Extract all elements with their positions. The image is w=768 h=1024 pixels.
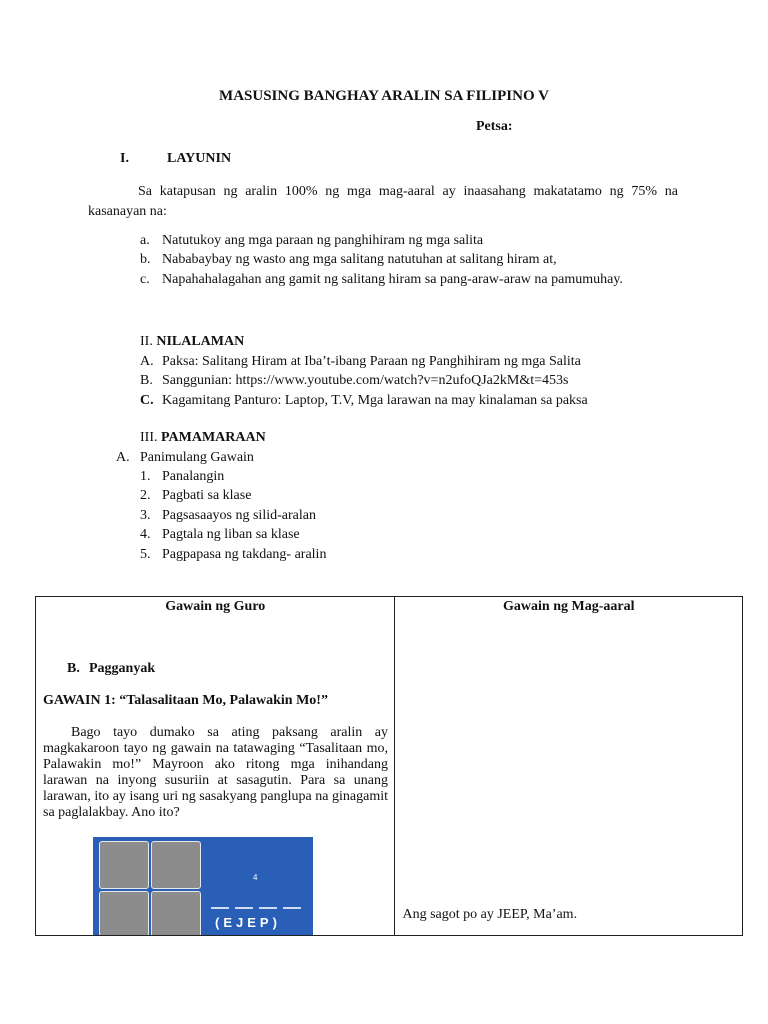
- image-number: 4: [253, 873, 258, 882]
- content-item: B. Sanggunian: https://www.youtube.com/watch?v=n2ufoQJa2kM&t=453s: [140, 373, 569, 388]
- objective-item: c. Napahahalagahan ang gamit ng salitang hiram sa pang-araw-araw na pamumuhay.: [140, 272, 623, 287]
- procedure-step: 3. Pagsasaayos ng silid-aralan: [140, 508, 316, 523]
- teacher-column: [36, 597, 395, 936]
- procedure-step: 1. Panalangin: [140, 469, 225, 484]
- section-3-heading: III. PAMAMARAAN: [140, 430, 266, 445]
- image-answer: (EJEP): [215, 915, 281, 930]
- activity-title: GAWAIN 1: “Talasalitaan Mo, Palawakin Mo!”: [43, 693, 328, 708]
- objectives-intro: [88, 182, 678, 222]
- student-column: [395, 597, 743, 936]
- teacher-paragraph: Bago tayo dumako sa ating paksang aralin ay magkakaroon tayo ng gawain na tatawaging “Tasalitaan mo, Palawakin mo!” Mayroon ako ritong mga inihandang larawan na inyong susuriin at sasagutin. Para sa unang larawan, ito ay isang uri ng sasakyang panglupa na ginagamit sa paglalakbay. Ano ito?: [43, 725, 388, 820]
- procedure-step: 2. Pagbati sa klase: [140, 488, 252, 503]
- motivation-heading: B. Pagganyak: [67, 661, 156, 676]
- date-label: Petsa:: [476, 119, 513, 134]
- objectives-intro-text: Sa katapusan ng aralin 100% ng mga mag-aaral ay inaasahang makatatamo ng 75% na kasanayan na:: [88, 184, 678, 219]
- student-answer: Ang sagot po ay JEEP, Ma’am.: [402, 907, 578, 922]
- activity-table: [35, 596, 743, 936]
- procedure-subheading: A. Panimulang Gawain: [116, 450, 254, 465]
- section-1-number: I.: [120, 151, 129, 166]
- section-1-heading: LAYUNIN: [167, 151, 232, 166]
- content-item: A. Paksa: Salitang Hiram at Iba’t-ibang Paraan ng Panghihiram ng mga Salita: [140, 354, 581, 369]
- objective-item: b. Nababaybay ng wasto ang mga salitang natutuhan at salitang hiram at,: [140, 252, 557, 267]
- jeep-image: [93, 837, 313, 935]
- teacher-column-header: Gawain ng Guro: [165, 599, 266, 614]
- section-2-heading: II. NILALAMAN: [140, 334, 245, 349]
- procedure-step: 5. Pagpapasa ng takdang- aralin: [140, 547, 327, 562]
- procedure-step: 4. Pagtala ng liban sa klase: [140, 527, 300, 542]
- student-column-header: Gawain ng Mag-aaral: [503, 599, 635, 614]
- document-title: MASUSING BANGHAY ARALIN SA FILIPINO V: [219, 88, 549, 104]
- objective-item: a. Natutukoy ang mga paraan ng panghihiram ng mga salita: [140, 233, 484, 248]
- content-item: C. Kagamitang Panturo: Laptop, T.V, Mga larawan na may kinalaman sa paksa: [140, 393, 588, 408]
